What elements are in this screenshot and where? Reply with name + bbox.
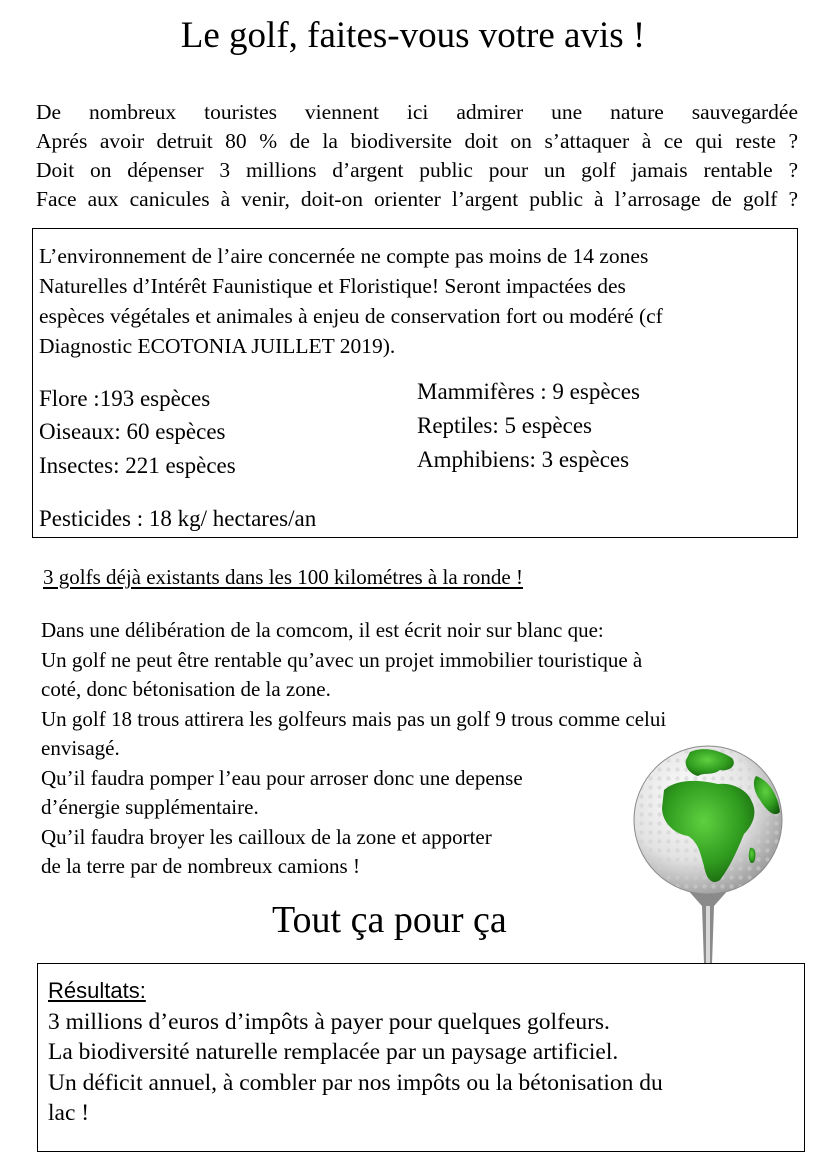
deliberation-line: Qu’il faudra broyer les cailloux de la zone et apporter — [41, 824, 492, 849]
results-section — [48, 976, 800, 1129]
intro-line: Doit on dépenser 3 millions d’argent public pour un golf jamais rentable ? — [36, 158, 798, 182]
stat-insectes: Insectes: 221 espèces — [39, 453, 236, 478]
results-line: 3 millions d’euros d’impôts à payer pour quelques golfeurs. — [48, 1008, 610, 1035]
stat-oiseaux: Oiseaux: 60 espèces — [39, 419, 226, 444]
environment-line: Naturelles d’Intérêt Faunistique et Floristique! Seront impactées des — [39, 274, 626, 298]
intro-line: De nombreux touristes viennent ici admirer une nature sauvegardée — [36, 100, 798, 124]
stat-flore: Flore :193 espèces — [39, 386, 211, 411]
deliberation-line: de la terre par de nombreux camions ! — [41, 854, 360, 878]
deliberation-line: Un golf ne peut être rentable qu’avec un projet immobilier touristique à — [41, 647, 643, 672]
slogan: Tout ça pour ça — [272, 899, 507, 941]
intro-line: Face aux canicules à venir, doit-on orienter l’argent public à l’arrosage de golf ? — [36, 187, 798, 211]
stat-pesticides: Pesticides : 18 kg/ hectares/an — [39, 506, 317, 531]
results-line: lac ! — [48, 1100, 90, 1126]
environment-line: espèces végétales et animales à enjeu de conservation fort ou modéré (cf — [39, 304, 663, 328]
intro-paragraph — [36, 98, 798, 214]
deliberation-line: coté, donc bétonisation de la zone. — [41, 677, 331, 701]
environment-line: L’environnement de l’aire concernée ne compte pas moins de 14 zones — [39, 244, 649, 268]
environment-paragraph — [39, 241, 791, 361]
stat-amphibiens: Amphibiens: 3 espèces — [417, 447, 630, 472]
deliberation-line: Un golf 18 trous attirera les golfeurs mais pas un golf 9 trous comme celui — [41, 706, 667, 731]
deliberation-line: envisagé. — [41, 736, 120, 760]
golf-ball-globe-icon — [628, 738, 788, 968]
environment-line: Diagnostic ECOTONIA JUILLET 2019). — [39, 334, 396, 358]
deliberation-line: Qu’il faudra pomper l’eau pour arroser donc une depense — [41, 765, 523, 790]
stat-reptiles: Reptiles: 5 espèces — [417, 413, 593, 438]
stat-mammiferes: Mammifères : 9 espèces — [417, 379, 640, 404]
intro-line: Aprés avoir detruit 80 % de la biodiversite doit on s’attaquer à ce qui reste ? — [36, 129, 798, 153]
results-heading: Résultats: — [48, 978, 146, 1003]
deliberation-line: Dans une délibération de la comcom, il est écrit noir sur blanc que: — [41, 618, 604, 642]
page-title: Le golf, faites-vous votre avis ! — [180, 15, 646, 56]
results-line: La biodiversité naturelle remplacée par un paysage artificiel. — [48, 1039, 619, 1065]
existing-golfs-note: 3 golfs déjà existants dans les 100 kilométres à la ronde ! — [43, 565, 523, 589]
results-line: Un déficit annuel, à combler par nos impôts ou la bétonisation du — [48, 1069, 663, 1096]
deliberation-line: d’énergie supplémentaire. — [41, 795, 259, 819]
